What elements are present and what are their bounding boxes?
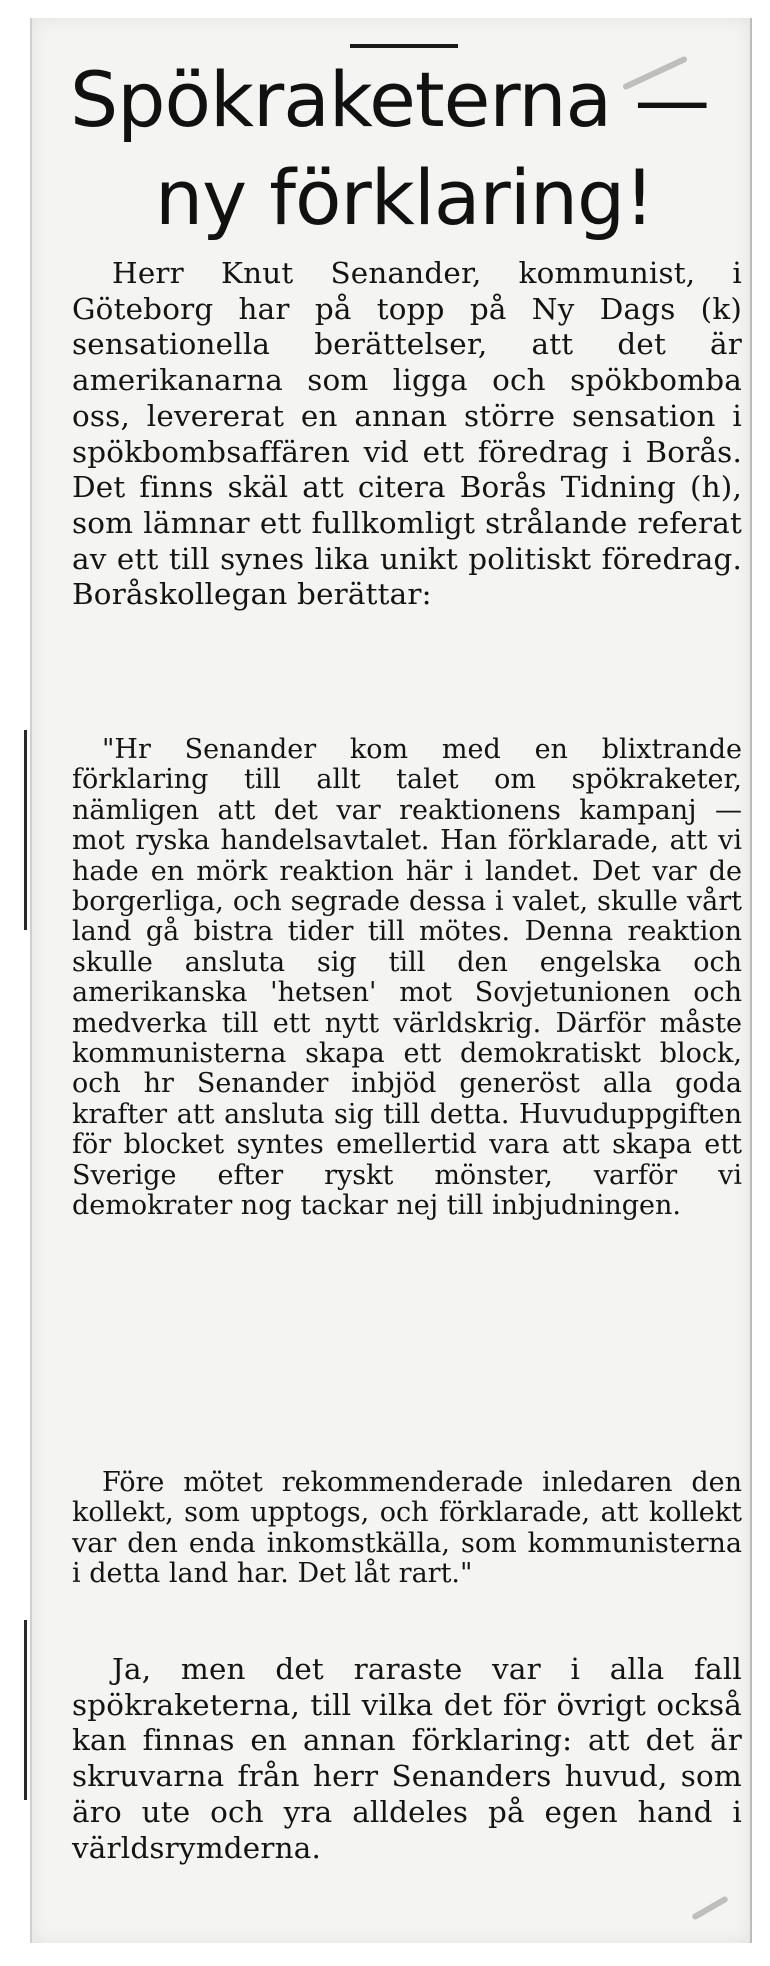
quoted-paragraph-1: "Hr Senander kom med en blixtrande förklaring till allt talet om spökraketer, nämligen att det var reaktionens kampanj — mot ryska handelsavtalet. Han förklarade, att vi hade en mörk reaktion här i landet. Det var de borgerliga, och segrade dessa i valet, skulle vårt land gå bistra tider till mötes. Denna reaktion skulle ansluta sig till den engelska och amerikanska 'hetsen' mot Sovjetunionen och medverka till ett nytt världskrig. Därför måste kommunisterna skapa ett demokratiskt block, och hr Senander inbjöd generöst alla goda krafter att ansluta sig till detta. Huvuduppgiften för blocket syntes emellertid vara att skapa ett Sverige efter ryskt mönster, varför vi demokrater nog tackar nej till inbjudningen. bbox=[72, 734, 742, 1222]
headline-line-1: Spökraketerna — bbox=[70, 55, 710, 144]
top-rule bbox=[350, 44, 458, 48]
article-paragraph-intro: Herr Knut Senander, kommunist, i Göteborg har på topp på Ny Dags (k) sensationella berättelser, att det är amerikanarna som ligga och spökbomba oss, levererat en annan större sensation i spökbombsaffären vid ett föredrag i Borås. Det finns skäl att citera Borås Tidning (h), som lämnar ett fullkomligt strålande referat av ett till synes lika unikt politiskt föredrag. Boråskollegan berättar: bbox=[72, 256, 742, 612]
quoted-paragraph-2: Före mötet rekommenderade inledaren den kollekt, som upptogs, och förklarade, att kollekt var den enda inkomstkälla, som kommunisterna i detta land har. Det låt rart." bbox=[72, 1467, 742, 1590]
article-paragraph-closing: Ja, men det raraste var i alla fall spökraketerna, till vilka det för övrigt också kan finnas en annan förklaring: att det är skruvarna från herr Senanders huvud, som äro ute och yra alldeles på egen hand i världsrymderna. bbox=[72, 1652, 742, 1865]
margin-mark bbox=[24, 1620, 27, 1800]
headline-line-2: ny förklaring! bbox=[155, 153, 654, 242]
margin-mark bbox=[24, 730, 27, 930]
